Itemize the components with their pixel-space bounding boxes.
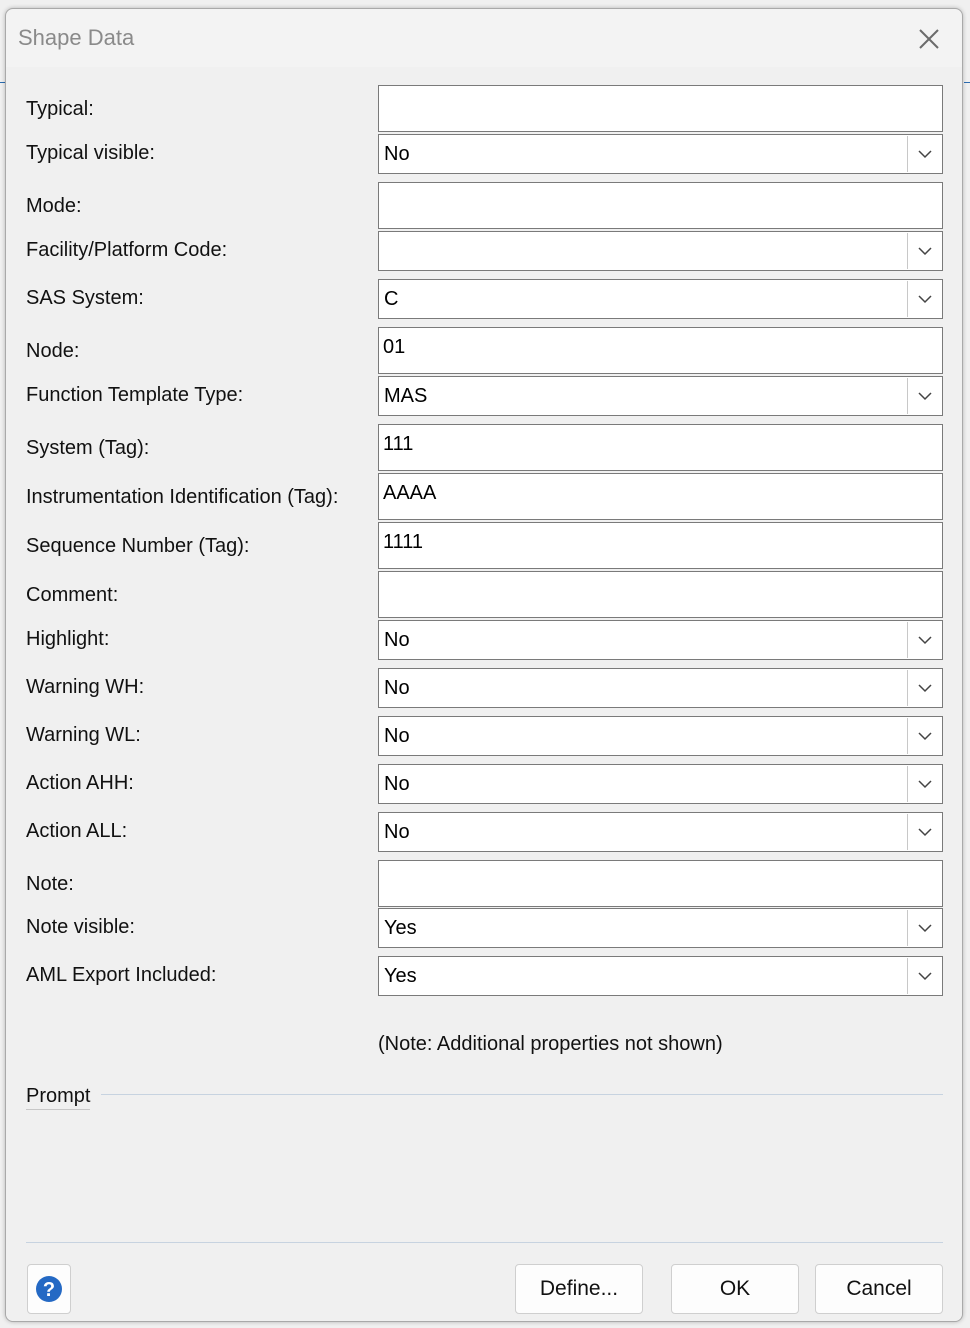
select-action-ahh[interactable] [378, 764, 943, 804]
select-function-template-type[interactable] [378, 376, 943, 416]
value-function-template-type: MAS [384, 385, 428, 407]
label-function-template-type: Function Template Type: [26, 384, 244, 406]
cancel-button[interactable]: Cancel [815, 1264, 943, 1314]
chevron-down-icon [918, 391, 932, 401]
prompt-label: Prompt [26, 1085, 90, 1110]
chevron-down-icon [918, 731, 932, 741]
define-button[interactable]: Define... [515, 1264, 643, 1314]
input-node[interactable] [378, 327, 943, 374]
label-sas-system: SAS System: [26, 287, 144, 309]
value-warning-wh: No [384, 677, 410, 699]
chevron-down-icon [918, 294, 932, 304]
close-icon [911, 21, 947, 57]
value-warning-wl: No [384, 725, 410, 747]
label-sequence-number-tag: Sequence Number (Tag): [26, 535, 250, 557]
label-aml-export-included: AML Export Included: [26, 964, 217, 986]
select-warning-wl[interactable] [378, 716, 943, 756]
select-aml-export-included[interactable] [378, 956, 943, 996]
chevron-down-icon [918, 923, 932, 933]
select-facility-code[interactable] [378, 231, 943, 271]
svg-text:?: ? [42, 1279, 56, 1301]
value-action-ahh: No [384, 773, 410, 795]
label-instrumentation-id-tag: Instrumentation Identification (Tag): [26, 486, 339, 508]
chevron-down-icon [918, 635, 932, 645]
chevron-down-icon [918, 149, 932, 159]
dialog-title: Shape Data [18, 25, 135, 50]
dropdown-button[interactable] [907, 136, 941, 172]
value-note-visible: Yes [384, 917, 417, 939]
help-icon [35, 1275, 63, 1303]
label-typical-visible: Typical visible: [26, 142, 155, 164]
chevron-down-icon [918, 246, 932, 256]
dropdown-button[interactable] [907, 718, 941, 754]
select-highlight[interactable] [378, 620, 943, 660]
value-sequence-number-tag: 1111 [383, 531, 424, 553]
value-action-all: No [384, 821, 410, 843]
value-typical-visible: No [384, 143, 410, 165]
label-action-all: Action ALL: [26, 820, 128, 842]
input-sequence-number-tag[interactable] [378, 522, 943, 569]
dropdown-button[interactable] [907, 622, 941, 658]
label-typical: Typical: [26, 98, 94, 120]
value-sas-system: C [384, 288, 399, 310]
label-warning-wl: Warning WL: [26, 724, 141, 746]
title-bar [6, 9, 962, 67]
input-mode[interactable] [378, 182, 943, 229]
select-typical-visible[interactable] [378, 134, 943, 174]
label-mode: Mode: [26, 195, 82, 217]
label-warning-wh: Warning WH: [26, 676, 145, 698]
select-warning-wh[interactable] [378, 668, 943, 708]
dropdown-button[interactable] [907, 910, 941, 946]
label-comment: Comment: [26, 584, 119, 606]
dropdown-button[interactable] [907, 814, 941, 850]
dropdown-button[interactable] [907, 233, 941, 269]
value-node: 01 [383, 336, 406, 358]
value-system-tag: 111 [383, 433, 414, 455]
footer-separator [26, 1242, 943, 1243]
dropdown-button[interactable] [907, 378, 941, 414]
input-typical[interactable] [378, 85, 943, 132]
label-system-tag: System (Tag): [26, 437, 150, 459]
input-note[interactable] [378, 860, 943, 907]
label-note: Note: [26, 873, 74, 895]
select-note-visible[interactable] [378, 908, 943, 948]
close-button[interactable] [911, 21, 947, 57]
value-instrumentation-id-tag: AAAA [383, 482, 437, 504]
chevron-down-icon [918, 779, 932, 789]
dropdown-button[interactable] [907, 281, 941, 317]
background-edge-line-right [964, 82, 970, 83]
help-button[interactable] [27, 1264, 71, 1314]
input-system-tag[interactable] [378, 424, 943, 471]
dropdown-button[interactable] [907, 958, 941, 994]
select-sas-system[interactable] [378, 279, 943, 319]
label-node: Node: [26, 340, 80, 362]
input-instrumentation-id-tag[interactable] [378, 473, 943, 520]
label-note-visible: Note visible: [26, 916, 135, 938]
select-action-all[interactable] [378, 812, 943, 852]
shape-data-dialog [5, 8, 963, 1322]
label-action-ahh: Action AHH: [26, 772, 134, 794]
chevron-down-icon [918, 971, 932, 981]
chevron-down-icon [918, 683, 932, 693]
dropdown-button[interactable] [907, 766, 941, 802]
prompt-separator [101, 1094, 943, 1095]
label-facility-code: Facility/Platform Code: [26, 239, 228, 261]
value-aml-export-included: Yes [384, 965, 417, 987]
value-highlight: No [384, 629, 410, 651]
ok-button[interactable]: OK [671, 1264, 799, 1314]
dialog-content [6, 67, 962, 1321]
input-comment[interactable] [378, 571, 943, 618]
additional-properties-note: (Note: Additional properties not shown) [378, 1033, 723, 1055]
label-highlight: Highlight: [26, 628, 110, 650]
dropdown-button[interactable] [907, 670, 941, 706]
chevron-down-icon [918, 827, 932, 837]
